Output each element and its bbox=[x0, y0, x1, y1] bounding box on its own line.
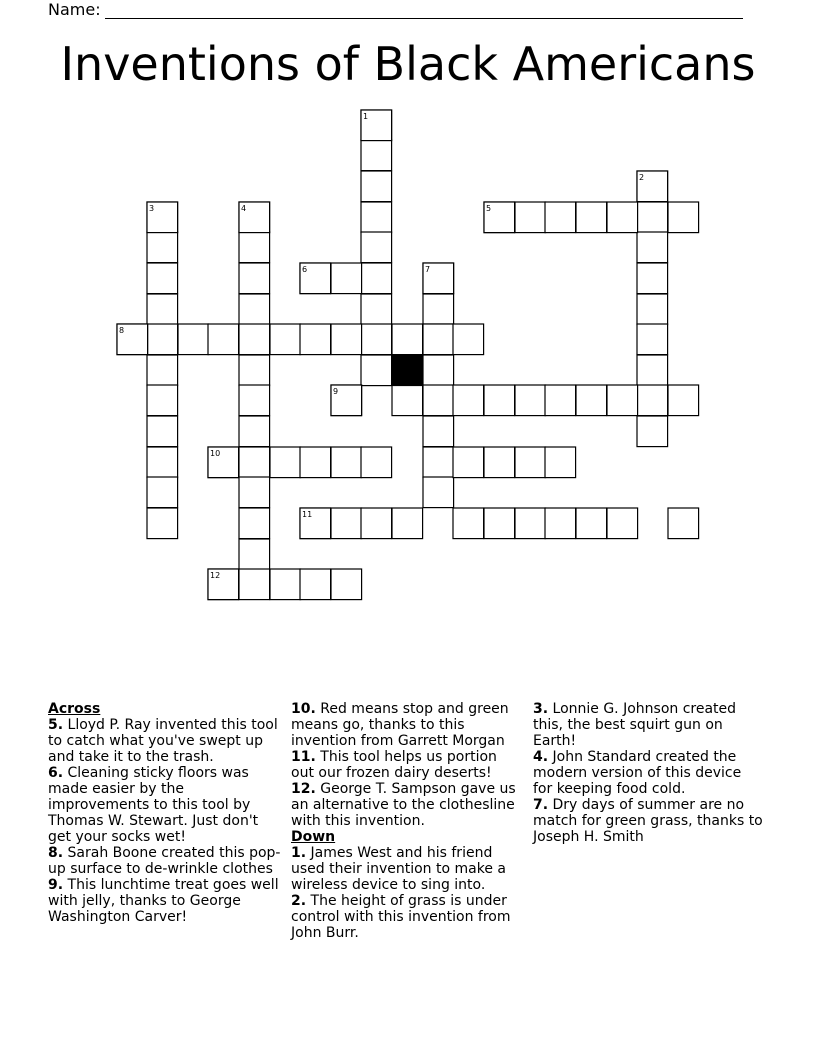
down-header: Down bbox=[291, 829, 336, 845]
grid-cell[interactable] bbox=[423, 355, 454, 386]
grid-cell[interactable] bbox=[331, 324, 362, 355]
grid-cell[interactable] bbox=[453, 447, 484, 478]
clue-number-1: 1 bbox=[363, 112, 369, 121]
grid-cell[interactable] bbox=[239, 385, 270, 416]
clues-column-1 bbox=[48, 701, 284, 925]
grid-cell[interactable] bbox=[239, 447, 270, 478]
grid-cell[interactable] bbox=[607, 385, 638, 416]
grid-cell[interactable] bbox=[453, 385, 484, 416]
grid-cell[interactable] bbox=[147, 324, 178, 355]
grid-cell[interactable] bbox=[239, 569, 270, 600]
grid-cell[interactable] bbox=[361, 140, 392, 171]
grid-cell[interactable] bbox=[361, 232, 392, 263]
grid-cell[interactable] bbox=[545, 202, 576, 233]
grid-cell[interactable] bbox=[423, 294, 454, 325]
grid-cell[interactable] bbox=[576, 385, 607, 416]
grid-cell[interactable] bbox=[637, 355, 668, 386]
grid-cell[interactable] bbox=[637, 324, 668, 355]
grid-cell[interactable] bbox=[545, 508, 576, 539]
clue-number-8: 8 bbox=[119, 326, 125, 335]
grid-cell[interactable] bbox=[637, 385, 668, 416]
clue-number-9: 9 bbox=[333, 387, 339, 396]
grid-cell[interactable] bbox=[331, 569, 362, 600]
clues-column-3 bbox=[533, 701, 763, 845]
clue-across-5: 5. Lloyd P. Ray invented this tool to catch what you've swept up and take it to the trash. bbox=[48, 717, 278, 765]
name-label: Name: bbox=[48, 0, 101, 19]
grid-cell[interactable] bbox=[515, 508, 546, 539]
clue-down-3: 3. Lonnie G. Johnson created this, the best squirt gun on Earth! bbox=[533, 701, 737, 749]
grid-cell[interactable] bbox=[668, 508, 699, 539]
grid-cell[interactable] bbox=[239, 508, 270, 539]
grid-cell[interactable] bbox=[484, 385, 515, 416]
grid-cell[interactable] bbox=[300, 569, 331, 600]
clue-across-12: 12. George T. Sampson gave us an alternative to the clothesline with this invention. bbox=[291, 781, 516, 829]
grid-cell[interactable] bbox=[392, 324, 423, 355]
grid-cell[interactable] bbox=[361, 447, 392, 478]
grid-cell[interactable] bbox=[637, 416, 668, 447]
grid-cell[interactable] bbox=[607, 202, 638, 233]
grid-cell[interactable] bbox=[239, 324, 270, 355]
grid-cell[interactable] bbox=[361, 355, 392, 386]
grid-cell[interactable] bbox=[668, 385, 699, 416]
grid-cell[interactable] bbox=[239, 294, 270, 325]
grid-cell[interactable] bbox=[361, 202, 392, 233]
grid-cell[interactable] bbox=[361, 508, 392, 539]
grid-cell[interactable] bbox=[392, 508, 423, 539]
grid-cell[interactable] bbox=[515, 385, 546, 416]
grid-cell[interactable] bbox=[239, 355, 270, 386]
grid-cell[interactable] bbox=[239, 477, 270, 508]
clue-across-6: 6. Cleaning sticky floors was made easier by the improvements to this tool by Thomas W. Stewart. Just don't get your socks wet! bbox=[48, 765, 259, 845]
grid-cell[interactable] bbox=[147, 416, 178, 447]
clue-down-2: 2. The height of grass is under control with this invention from John Burr. bbox=[291, 893, 511, 941]
clue-number-7: 7 bbox=[425, 265, 431, 274]
grid-cell[interactable] bbox=[300, 447, 331, 478]
grid-cell[interactable] bbox=[300, 324, 331, 355]
grid-cell[interactable] bbox=[453, 324, 484, 355]
grid-cell[interactable] bbox=[147, 385, 178, 416]
black-cell bbox=[392, 355, 423, 386]
grid-cell[interactable] bbox=[484, 508, 515, 539]
grid-cell[interactable] bbox=[270, 447, 301, 478]
grid-cell[interactable] bbox=[331, 508, 362, 539]
grid-cell[interactable] bbox=[147, 477, 178, 508]
grid-cell[interactable] bbox=[147, 232, 178, 263]
across-header: Across bbox=[48, 701, 101, 717]
grid-cell[interactable] bbox=[270, 569, 301, 600]
grid-cell[interactable] bbox=[423, 416, 454, 447]
grid-cell[interactable] bbox=[392, 385, 423, 416]
grid-cell[interactable] bbox=[423, 447, 454, 478]
grid-cell[interactable] bbox=[423, 385, 454, 416]
page-title: Inventions of Black Americans bbox=[60, 37, 756, 91]
clue-number-5: 5 bbox=[486, 204, 492, 213]
grid-cell[interactable] bbox=[147, 263, 178, 294]
grid-cell[interactable] bbox=[361, 324, 392, 355]
clue-number-6: 6 bbox=[302, 265, 308, 274]
clue-across-9: 9. This lunchtime treat goes well with jelly, thanks to George Washington Carver! bbox=[48, 877, 279, 925]
grid-cell[interactable] bbox=[270, 324, 301, 355]
grid-cell[interactable] bbox=[147, 355, 178, 386]
clue-number-3: 3 bbox=[149, 204, 155, 213]
clue-down-1: 1. James West and his friend used their invention to make a wireless device to sing into. bbox=[291, 845, 506, 893]
grid-cell[interactable] bbox=[147, 294, 178, 325]
grid-cell[interactable] bbox=[361, 171, 392, 202]
grid-cell[interactable] bbox=[453, 508, 484, 539]
grid-cell[interactable] bbox=[668, 202, 699, 233]
clue-number-4: 4 bbox=[241, 204, 247, 213]
grid-cell[interactable] bbox=[545, 385, 576, 416]
grid-cell[interactable] bbox=[178, 324, 209, 355]
grid-cell[interactable] bbox=[147, 508, 178, 539]
grid-cell[interactable] bbox=[361, 294, 392, 325]
grid-cell[interactable] bbox=[637, 232, 668, 263]
grid-cell[interactable] bbox=[637, 294, 668, 325]
grid-cell[interactable] bbox=[423, 477, 454, 508]
clue-across-8: 8. Sarah Boone created this pop-up surface to de-wrinkle clothes bbox=[48, 845, 281, 877]
grid-cell[interactable] bbox=[361, 263, 392, 294]
grid-cell[interactable] bbox=[607, 508, 638, 539]
grid-cell[interactable] bbox=[208, 324, 239, 355]
grid-cell[interactable] bbox=[637, 202, 668, 233]
clue-number-11: 11 bbox=[302, 510, 313, 519]
clue-number-2: 2 bbox=[639, 173, 645, 182]
grid-cell[interactable] bbox=[515, 202, 546, 233]
clue-down-4: 4. John Standard created the modern version of this device for keeping food cold. bbox=[533, 749, 742, 797]
grid-cell[interactable] bbox=[239, 539, 270, 570]
grid-cell[interactable] bbox=[239, 263, 270, 294]
grid-cell[interactable] bbox=[331, 263, 362, 294]
clue-number-12: 12 bbox=[210, 571, 221, 580]
clue-down-7: 7. Dry days of summer are no match for green grass, thanks to Joseph H. Smith bbox=[533, 797, 763, 845]
grid-cell[interactable] bbox=[576, 508, 607, 539]
clues-column-2 bbox=[291, 701, 523, 941]
clue-number-10: 10 bbox=[210, 449, 221, 458]
clue-across-10: 10. Red means stop and green means go, thanks to this invention from Garrett Morgan bbox=[291, 701, 509, 749]
clue-across-11: 11. This tool helps us portion out our frozen dairy deserts! bbox=[291, 749, 497, 781]
grid-cell[interactable] bbox=[331, 447, 362, 478]
grid-cell[interactable] bbox=[239, 416, 270, 447]
grid-cell[interactable] bbox=[239, 232, 270, 263]
grid-cell[interactable] bbox=[484, 447, 515, 478]
grid-cell[interactable] bbox=[576, 202, 607, 233]
grid-cell[interactable] bbox=[545, 447, 576, 478]
grid-cell[interactable] bbox=[637, 263, 668, 294]
grid-cell[interactable] bbox=[515, 447, 546, 478]
grid-cell[interactable] bbox=[423, 324, 454, 355]
grid-cell[interactable] bbox=[147, 447, 178, 478]
